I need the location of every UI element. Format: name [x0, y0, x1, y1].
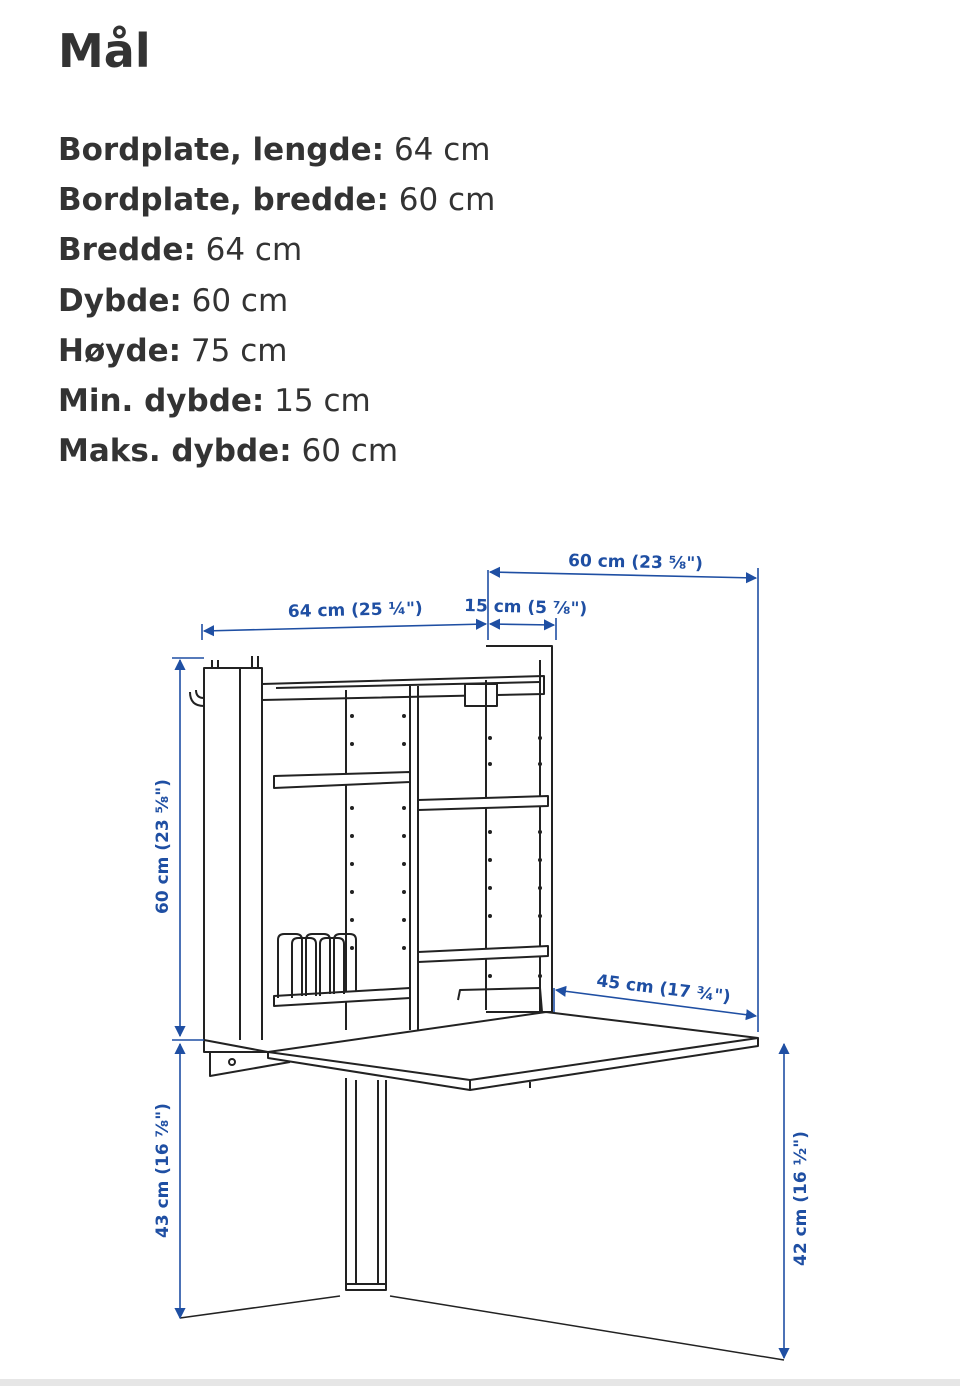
spec-label: Min. dybde: [58, 383, 265, 420]
spec-label: Bredde: [58, 232, 196, 269]
dim-label-floor-to-cabinet: 43 cm (16 ⅞") [153, 1103, 173, 1238]
dimension-spec-list [58, 125, 495, 476]
page-title: Mål [58, 24, 151, 78]
spec-value: 60 cm [398, 182, 496, 219]
dim-label-cabinet-height: 60 cm (23 ⅝") [153, 779, 173, 914]
floor-lines [180, 1296, 784, 1360]
spec-row-depth [58, 276, 495, 326]
spec-label: Maks. dybde: [58, 433, 292, 470]
dim-label-width: 64 cm (25 ¼") [287, 598, 423, 622]
spec-label: Bordplate, bredde: [58, 182, 389, 219]
spec-value: 60 cm [191, 282, 289, 319]
wall-cabinet-drawing [190, 646, 758, 1290]
spec-value: 75 cm [190, 332, 288, 369]
dim-label-table-depth: 45 cm (17 ¾") [595, 971, 732, 1008]
bottom-divider [0, 1379, 960, 1386]
spec-label: Bordplate, lengde: [58, 132, 385, 168]
spec-value: 64 cm [205, 232, 303, 269]
spec-row-tabletop-length [58, 125, 495, 175]
spec-label: Høyde: [58, 332, 182, 369]
spec-row-tabletop-width [58, 175, 495, 225]
shelf-peg-holes [350, 714, 542, 978]
spec-label: Dybde: [58, 282, 182, 319]
spec-value: 60 cm [301, 433, 399, 470]
spec-row-max-depth [58, 426, 495, 476]
spec-value: 15 cm [274, 383, 371, 420]
spec-row-height [58, 326, 495, 376]
dim-label-max-depth: 60 cm (23 ⅝") [567, 551, 704, 575]
spec-value: 64 cm [393, 132, 491, 168]
spec-row-min-depth [58, 376, 495, 426]
dim-label-table-height: 42 cm (16 ½") [791, 1131, 811, 1266]
dim-label-min-depth: 15 cm (5 ⅞") [463, 596, 588, 620]
spec-row-width [58, 225, 495, 275]
product-dimension-diagram [0, 520, 960, 1380]
